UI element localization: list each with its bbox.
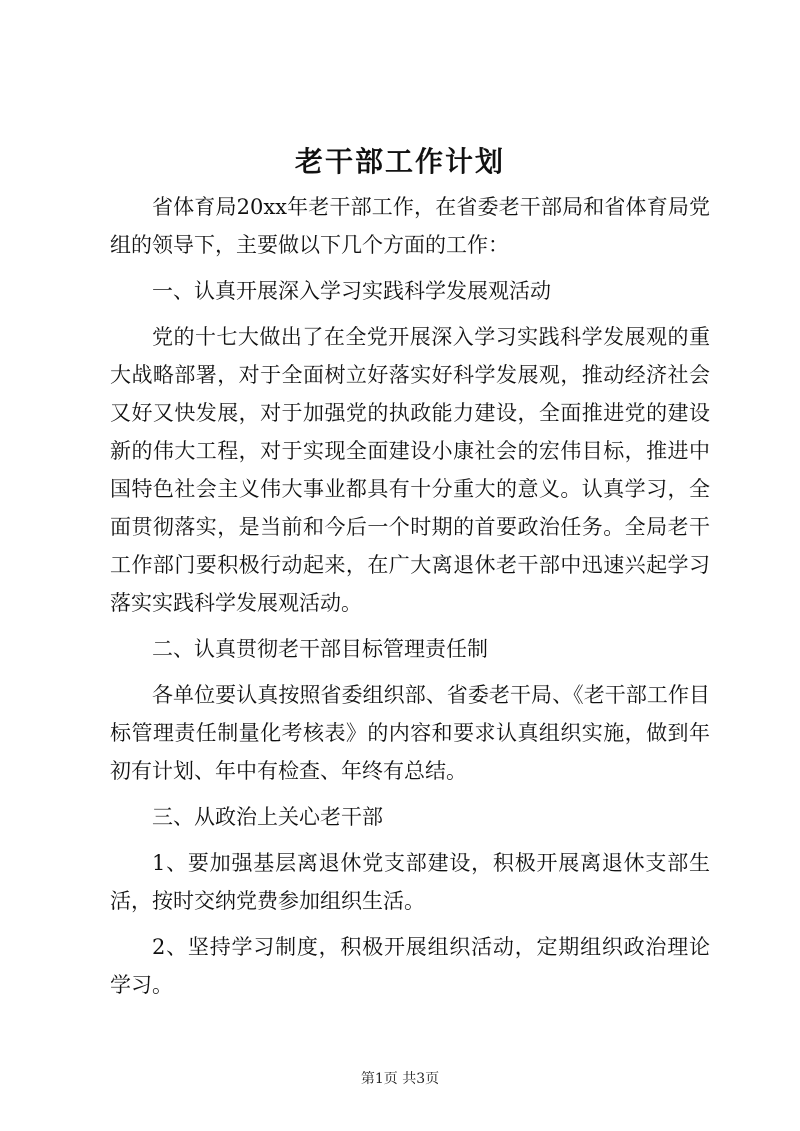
section-heading-1: 一、认真开展深入学习实践科学发展观活动 [152,279,551,303]
document-title: 老干部工作计划 [294,145,505,178]
section-3-item-1: 1、要加强基层离退休党支部建设，积极开展离退休支部生活，按时交纳党费参加组织生活。 [110,851,710,913]
section-heading-3: 三、从政治上关心老干部 [152,805,383,829]
section-3-item-2: 2、坚持学习制度，积极开展组织活动，定期组织政治理论学习。 [110,935,710,997]
page-footer: 第1页 共3页 [360,1071,440,1087]
section-1-paragraph: 党的十七大做出了在全党开展深入学习实践科学发展观的重大战略部署，对于全面树立好落实好科学发展观，推动经济社会又好又快发展，对于加强党的执政能力建设，全面推进党的建设新的伟大工程，对于实现全面建设小康社会的宏伟目标，推进中国特色社会主义伟大事业都具有十分重大的意义。认真学习，全面贯彻落实，是当前和今后一个时期的首要政治任务。全局老干工作部门要积极行动起来，在广大离退休老干部中迅速兴起学习落实实践科学发展观活动。 [110,325,710,615]
section-heading-2: 二、认真贯彻老干部目标管理责任制 [152,637,488,661]
intro-paragraph: 省体育局20xx年老干部工作，在省委老干部局和省体育局党组的领导下，主要做以下几个方面的工作： [110,195,710,257]
section-2-paragraph: 各单位要认真按照省委组织部、省委老干局、《老干部工作目标管理责任制量化考核表》的内容和要求认真组织实施，做到年初有计划、年中有检查、年终有总结。 [110,683,710,783]
document-body [110,188,710,1012]
